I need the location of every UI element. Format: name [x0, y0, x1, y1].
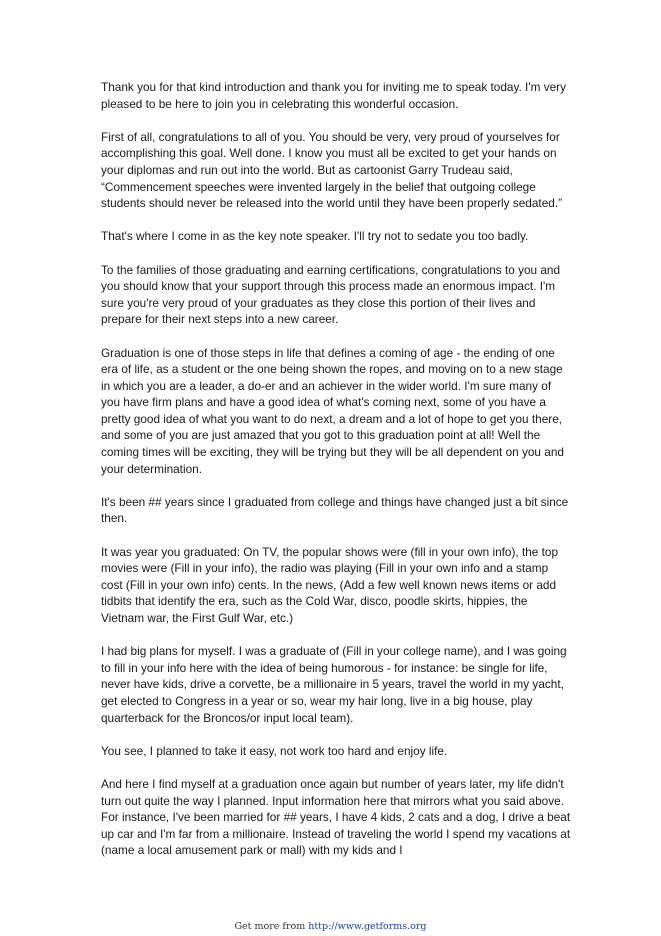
footer-prefix: Get more from [234, 921, 309, 932]
paragraph-era: It was year you graduated: On TV, the popular shows were (fill in your own info), the top movies were (Fill in your info), the radio was playing (Fill in your own info and a stamp cost (Fill in your own info) cents. In the news, (Add a few well known news items or add tidbits that identify the era, such as the Cold War, disco, poodle skirts, hippies, the Vietnam war, the First Gulf War, etc.) [101, 544, 559, 625]
paragraph-families: To the families of those graduating and earning certifications, congratulations to you and you should know that your support through this process made an enormous impact. I'm sure you're very proud of your graduates as they close this portion of their lives and prepare for their next steps into a new career. [101, 262, 561, 327]
speech-body [101, 79, 571, 876]
paragraph-congratulations: First of all, congratulations to all of you. You should be very, very proud of yourselves for accomplishing this goal. Well done. I know you must all be excited to get your hands on your diplomas and run out into the world. But as cartoonist Garry Trudeau said, “Commencement speeches were invented largely in the belief that outgoing college students should never be released into the world until they have been properly sedated.” [101, 129, 563, 211]
paragraph-years-since: It's been ## years since I graduated from college and things have changed just a bit since then. [101, 494, 569, 526]
paragraph-introduction: Thank you for that kind introduction and thank you for inviting me to speak today. I'm very pleased to be here to join you in celebrating this wonderful occasion. [101, 80, 566, 111]
paragraph-coming-of-age: Graduation is one of those steps in life that defines a coming of age - the ending of one era of life, as a student or the one being shown the ropes, and moving on to a new stage in which you are a leader, a do-er and an achiever in the wider world. I'm sure many of you have firm plans and have a good idea of what's coming next, some of you have a pretty good idea of what you want to do next, a dream and a lot of hope to get you there, and some of you are just amazed that you got to this graduation point at all! Well the coming times will be exciting, they will be trying but they will be all dependent on you and your determination. [101, 345, 564, 476]
page-footer [0, 921, 661, 933]
paragraph-big-plans: I had big plans for myself. I was a graduate of (Fill in your college name), and I was going to fill in your info here with the idea of being humorous - for instance: be single for life, never have kids, drive a corvette, be a millionaire in 5 years, travel the world in my yacht, get elected to Congress in a year or so, wear my hair long, live in a big house, play quarterback for the Broncos/or input local team). [101, 644, 567, 725]
paragraph-life-turned-out: And here I find myself at a graduation once again but number of years later, my life didn't turn out quite the way I planned. Input information here that mirrors what you said above. For instance, I've been married for ## years, I have 4 kids, 2 cats and a dog, I drive a beat up car and I'm far from a millionaire. Instead of traveling the world I spend my vacations at (name a local amusement park or mall) with my kids and I [101, 776, 571, 858]
footer-link[interactable]: http://www.getforms.org [308, 921, 427, 932]
paragraph-keynote: That's where I come in as the key note speaker. I'll try not to sedate you too badly. [101, 229, 529, 244]
paragraph-take-it-easy: You see, I planned to take it easy, not work too hard and enjoy life. [101, 743, 448, 758]
